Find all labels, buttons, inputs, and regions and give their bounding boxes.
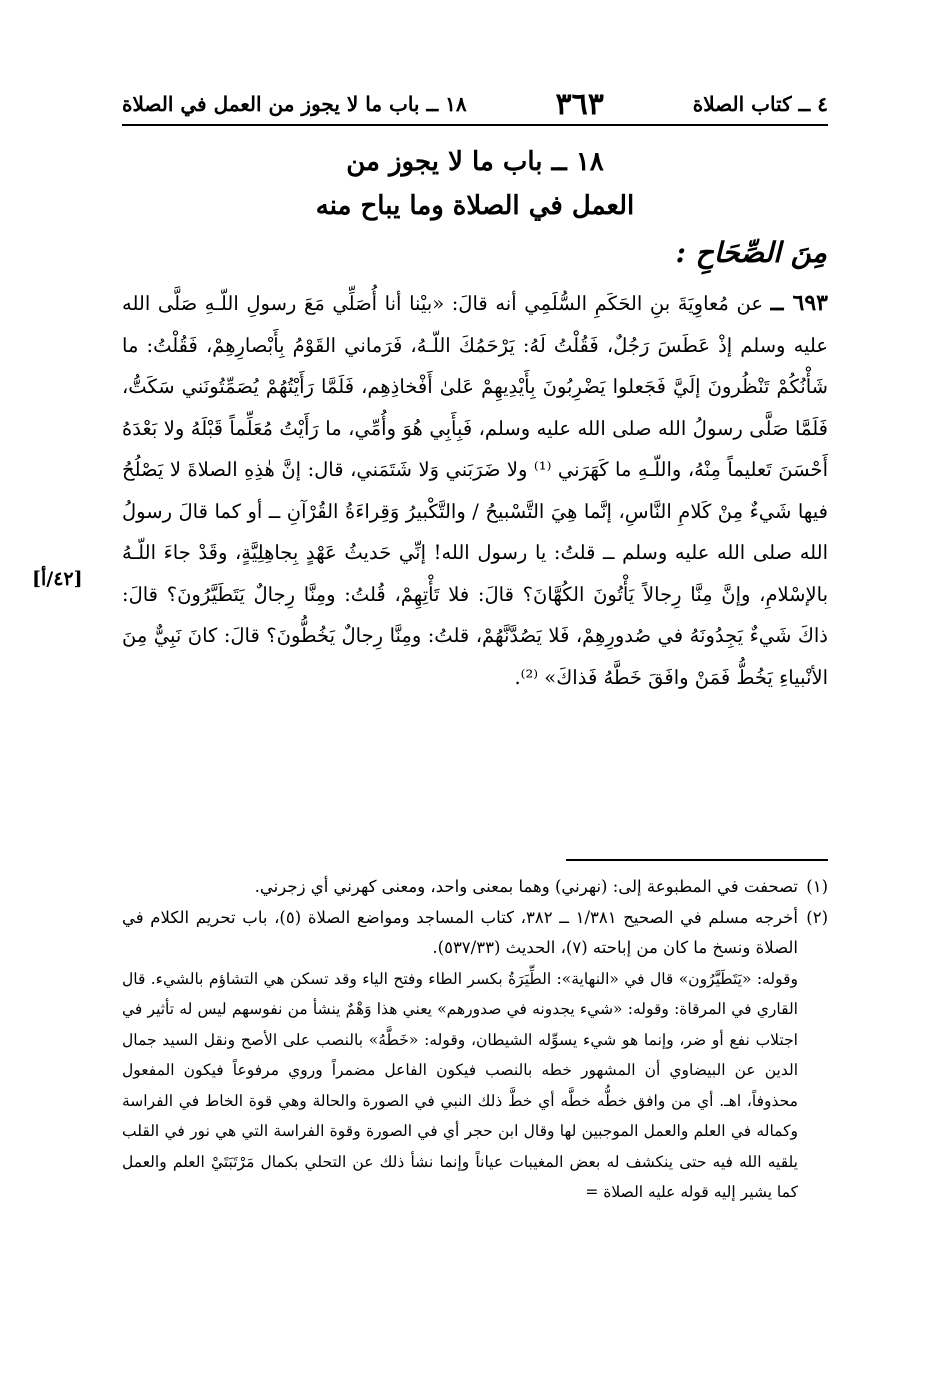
section-label: مِنَ الصِّحَاحِ : bbox=[675, 236, 827, 269]
running-header bbox=[122, 84, 828, 126]
header-chapter-title: ١٨ ــ باب ما لا يجوز من العمل في الصلاة bbox=[122, 92, 467, 116]
hadith-body: عن مُعاوِيَةَ بنِ الحَكَمِ السُّلَمِي أنه قالَ: «بيْنا أنا أُصَلِّي مَعَ رسولِ اللّـهِ صَلَّى الله عليه وسلم إذْ عَطَسَ رَجُلٌ، فَقُلْتُ لَهُ: يَرْحَمُكَ اللّـهُ، فَرَماني القَوْمُ بِأَبْصارِهِمْ، فَقُلْتُ: ما شَأْنُكُمْ تَنْظُرونَ إلَيَّ فَجَعلوا يَضْرِبُونَ بِأَيْدِيهِمْ عَلىٰ أَفْخاذِهِم، فَلَمَّا رَأَيْتُهُمْ يُصَمِّتُونَني سَكَتُّ، فَلَمَّا صَلَّى رسولُ الله صلى الله عليه وسلم، فَبِأَبِي هُوَ وأُمِّي، ما رَأَيْتُ مُعَلِّماً قَبْلَهُ ولا بَعْدَهُ أَحْسَنَ تَعليماً مِنْهُ، واللّـهِ ما كَهَرَني ⁽¹⁾ ولا ضَرَبَني وَلا شَتَمَني، قال: إنَّ هٰذِهِ الصلاةَ لا يَصْلُحُ فيها شَيءٌ مِنْ كَلامِ النَّاسِ، إنَّما هِيَ التَّسْبيحُ / والتَّكْبيرُ وَقِراءَةُ القُرْآنِ ــ أو كما قالَ رسولُ الله صلى الله عليه وسلم ــ قلتُ: يا رسول الله! إنِّي حَديثُ عَهْدٍ بِجاهِلِيَّةٍ، وقَدْ جاءَ اللّـهُ بالإسْلامِ، وإنَّ مِنَّا رِجالاً يَأْتُونَ الكُهَّانَ؟ قالَ: فلا تَأْتِهِمْ، قُلتُ: ومِنَّا رِجالٌ يَتَطَيَّرُونَ؟ قالَ: ذاكَ شَيءٌ يَجِدُونَهُ في صُدورِهِمْ، فَلا يَصُدَّنَّهُمْ، قلتُ: ومِنَّا رِجالٌ يَخُطُّونَ؟ قالَ: كانَ نَبِيٌّ مِنَ الأنْبياءِ يَخُطُّ فَمَنْ وافَقَ خَطَّهُ فَذاكَ» ⁽²⁾. bbox=[122, 292, 828, 689]
footnote-2 bbox=[122, 903, 828, 964]
header-book-title: ٤ ــ كتاب الصلاة bbox=[692, 92, 828, 116]
margin-folio-note: [٤٢/أ] bbox=[32, 568, 83, 590]
footnote-2-continuation: وقوله: «يَتَطَيَّرُون» قال في «النهاية»: الطِّيَرَةُ بكسر الطاء وفتح الياء وقد تسكن هي التشاؤم بالشيء. قال القاري في المرقاة: وقوله: «شيء يجدونه في صدورهم» يعني هذا وَهْمٌ ينشأ من نفوسهم ليس له تأثير في اجتلاب نفع أو ضر، وإنما هو شيء يسوِّله الشيطان، وقوله: «خَطَّهُ» بالنصب على الأصح ونقل السيد جمال الدين عن البيضاوي أن المشهور خطه بالنصب فيكون الفاعل مضمراً وروي مرفوعاً فيكون المفعول محذوفاً، اهـ. أي من وافق خطُّه خطَّه أي خطَّ ذلك النبي في الصورة والحالة وهي قوة الخاط في الفراسة وكماله في العلم والعمل الموجبين لها وقال ابن حجر أي في الصورة وقوة الفراسة التي هي نور في القلب يلقيه الله فيه حتى ينكشف له بعض المغيبات عياناً وإنما نشأ ذلك عن التحلي بكمال مَرْتَبَتَيْ العلم والعمل كما يشير إليه قوله عليه الصلاة = bbox=[122, 969, 798, 1201]
hadith-text bbox=[122, 283, 828, 698]
footnote-divider bbox=[566, 859, 828, 861]
footnote-2-text: أخرجه مسلم في الصحيح ١/٣٨١ ــ ٣٨٢، كتاب المساجد ومواضع الصلاة (٥)، باب تحريم الكلام في الصلاة ونسخ ما كان من إباحته (٧)، الحديث (٥٣٧/٣٣). bbox=[122, 907, 798, 957]
chapter-heading-line-2: العمل في الصلاة وما يباح منه bbox=[315, 191, 635, 221]
footnote-2-number: (٢) bbox=[806, 907, 828, 927]
footnote-1 bbox=[122, 872, 828, 903]
footnotes bbox=[122, 872, 828, 1208]
chapter-heading bbox=[122, 140, 828, 228]
page-number: ٣٦٣ bbox=[555, 86, 604, 122]
footnote-1-text: تصحفت في المطبوعة إلى: (نهرني) وهما بمعنى واحد، ومعنى كهرني أي زجرني. bbox=[254, 877, 798, 896]
footnote-1-number: (١) bbox=[806, 877, 828, 896]
hadith-number: ٦٩٣ ــ bbox=[770, 290, 828, 316]
chapter-heading-line-1: ١٨ ــ باب ما لا يجوز من bbox=[346, 147, 604, 177]
